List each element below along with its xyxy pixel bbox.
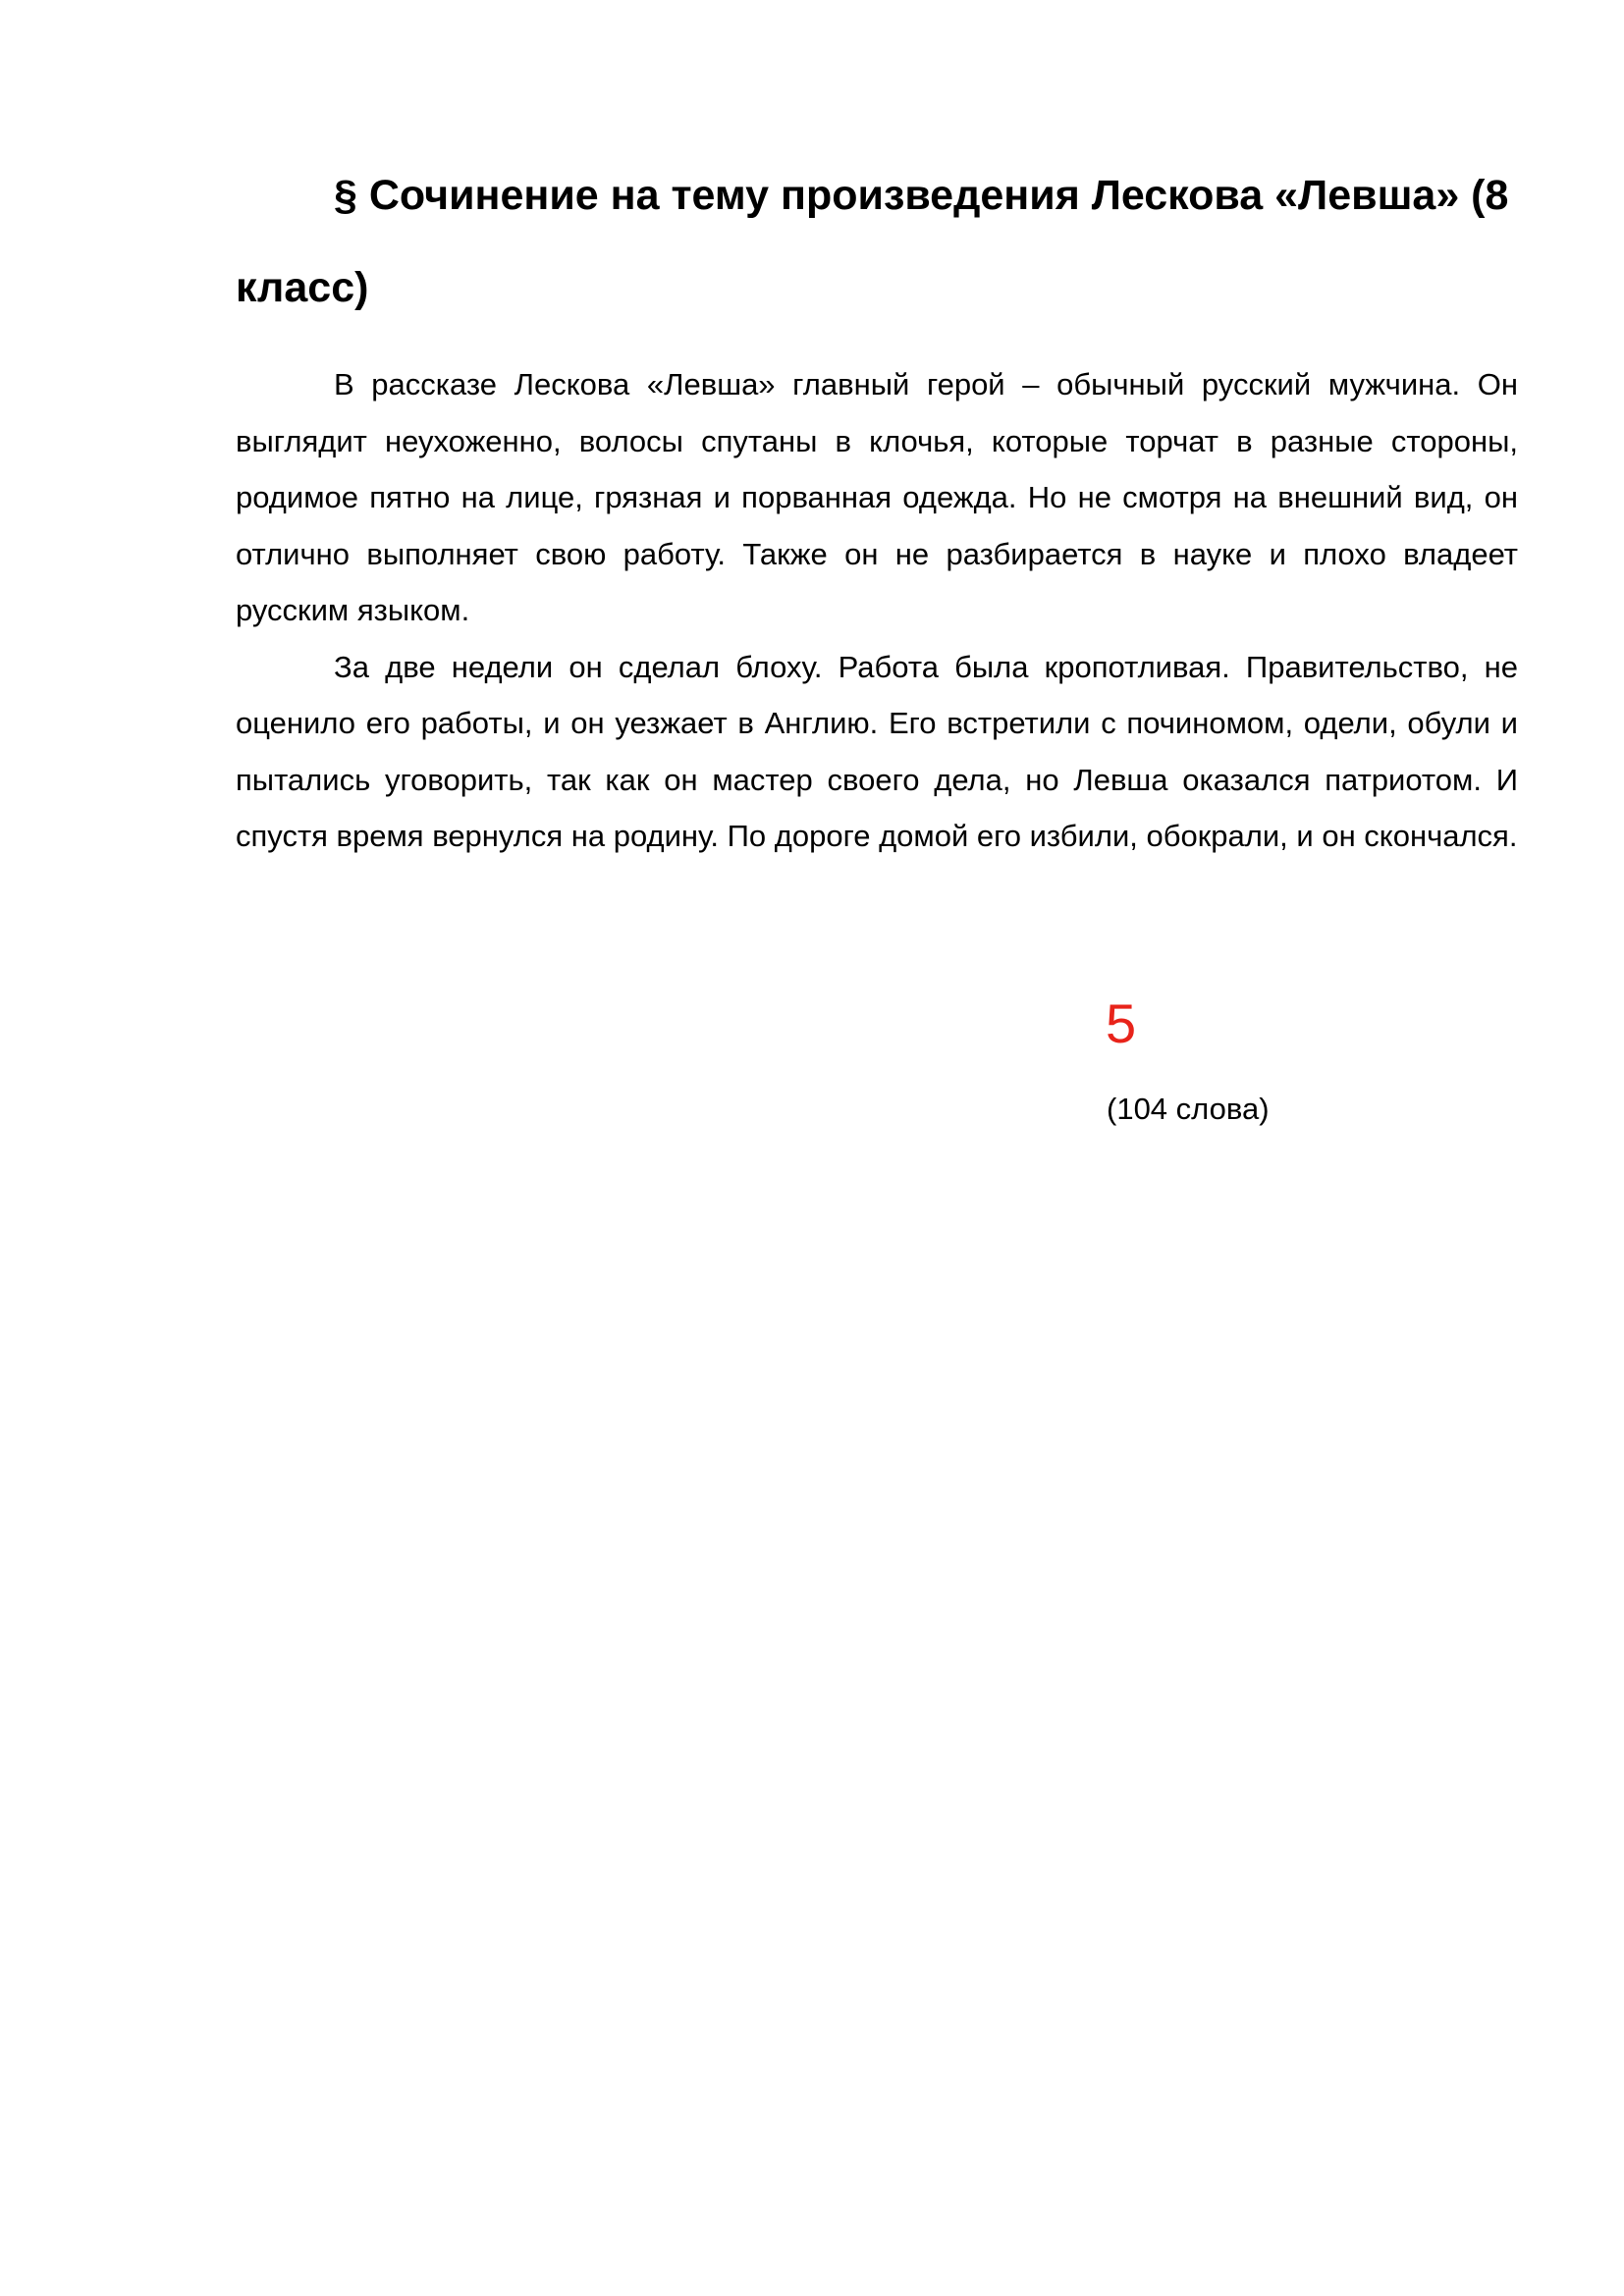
essay-body — [236, 356, 1518, 865]
essay-title: § Сочинение на тему произведения Лескова «Левша» (8 класс) — [236, 172, 1509, 311]
paragraph-1: В рассказе Лескова «Левша» главный герой – обычный русский мужчина. Он выглядит неухоженно, волосы спутаны в клочья, которые торчат в разные стороны, родимое пятно на лице, грязная и порванная одежда. Но не смотря на внешний вид, он отлично выполняет свою работу. Также он не разбирается в науке и плохо владеет русским языком. — [236, 367, 1518, 627]
word-count: (104 слова) — [1107, 1092, 1270, 1126]
grade-mark: 5 — [1106, 992, 1137, 1054]
paragraph-2: За две недели он сделал блоху. Работа была кропотливая. Правительство, не оценило его работы, и он уезжает в Англию. Его встретили с починомом, одели, обули и пытались уговорить, так как он мастер своего дела, но Левша оказался патриотом. И спустя время вернулся на родину. По дороге домой его избили, обокрали, и он скончался. — [236, 649, 1518, 853]
